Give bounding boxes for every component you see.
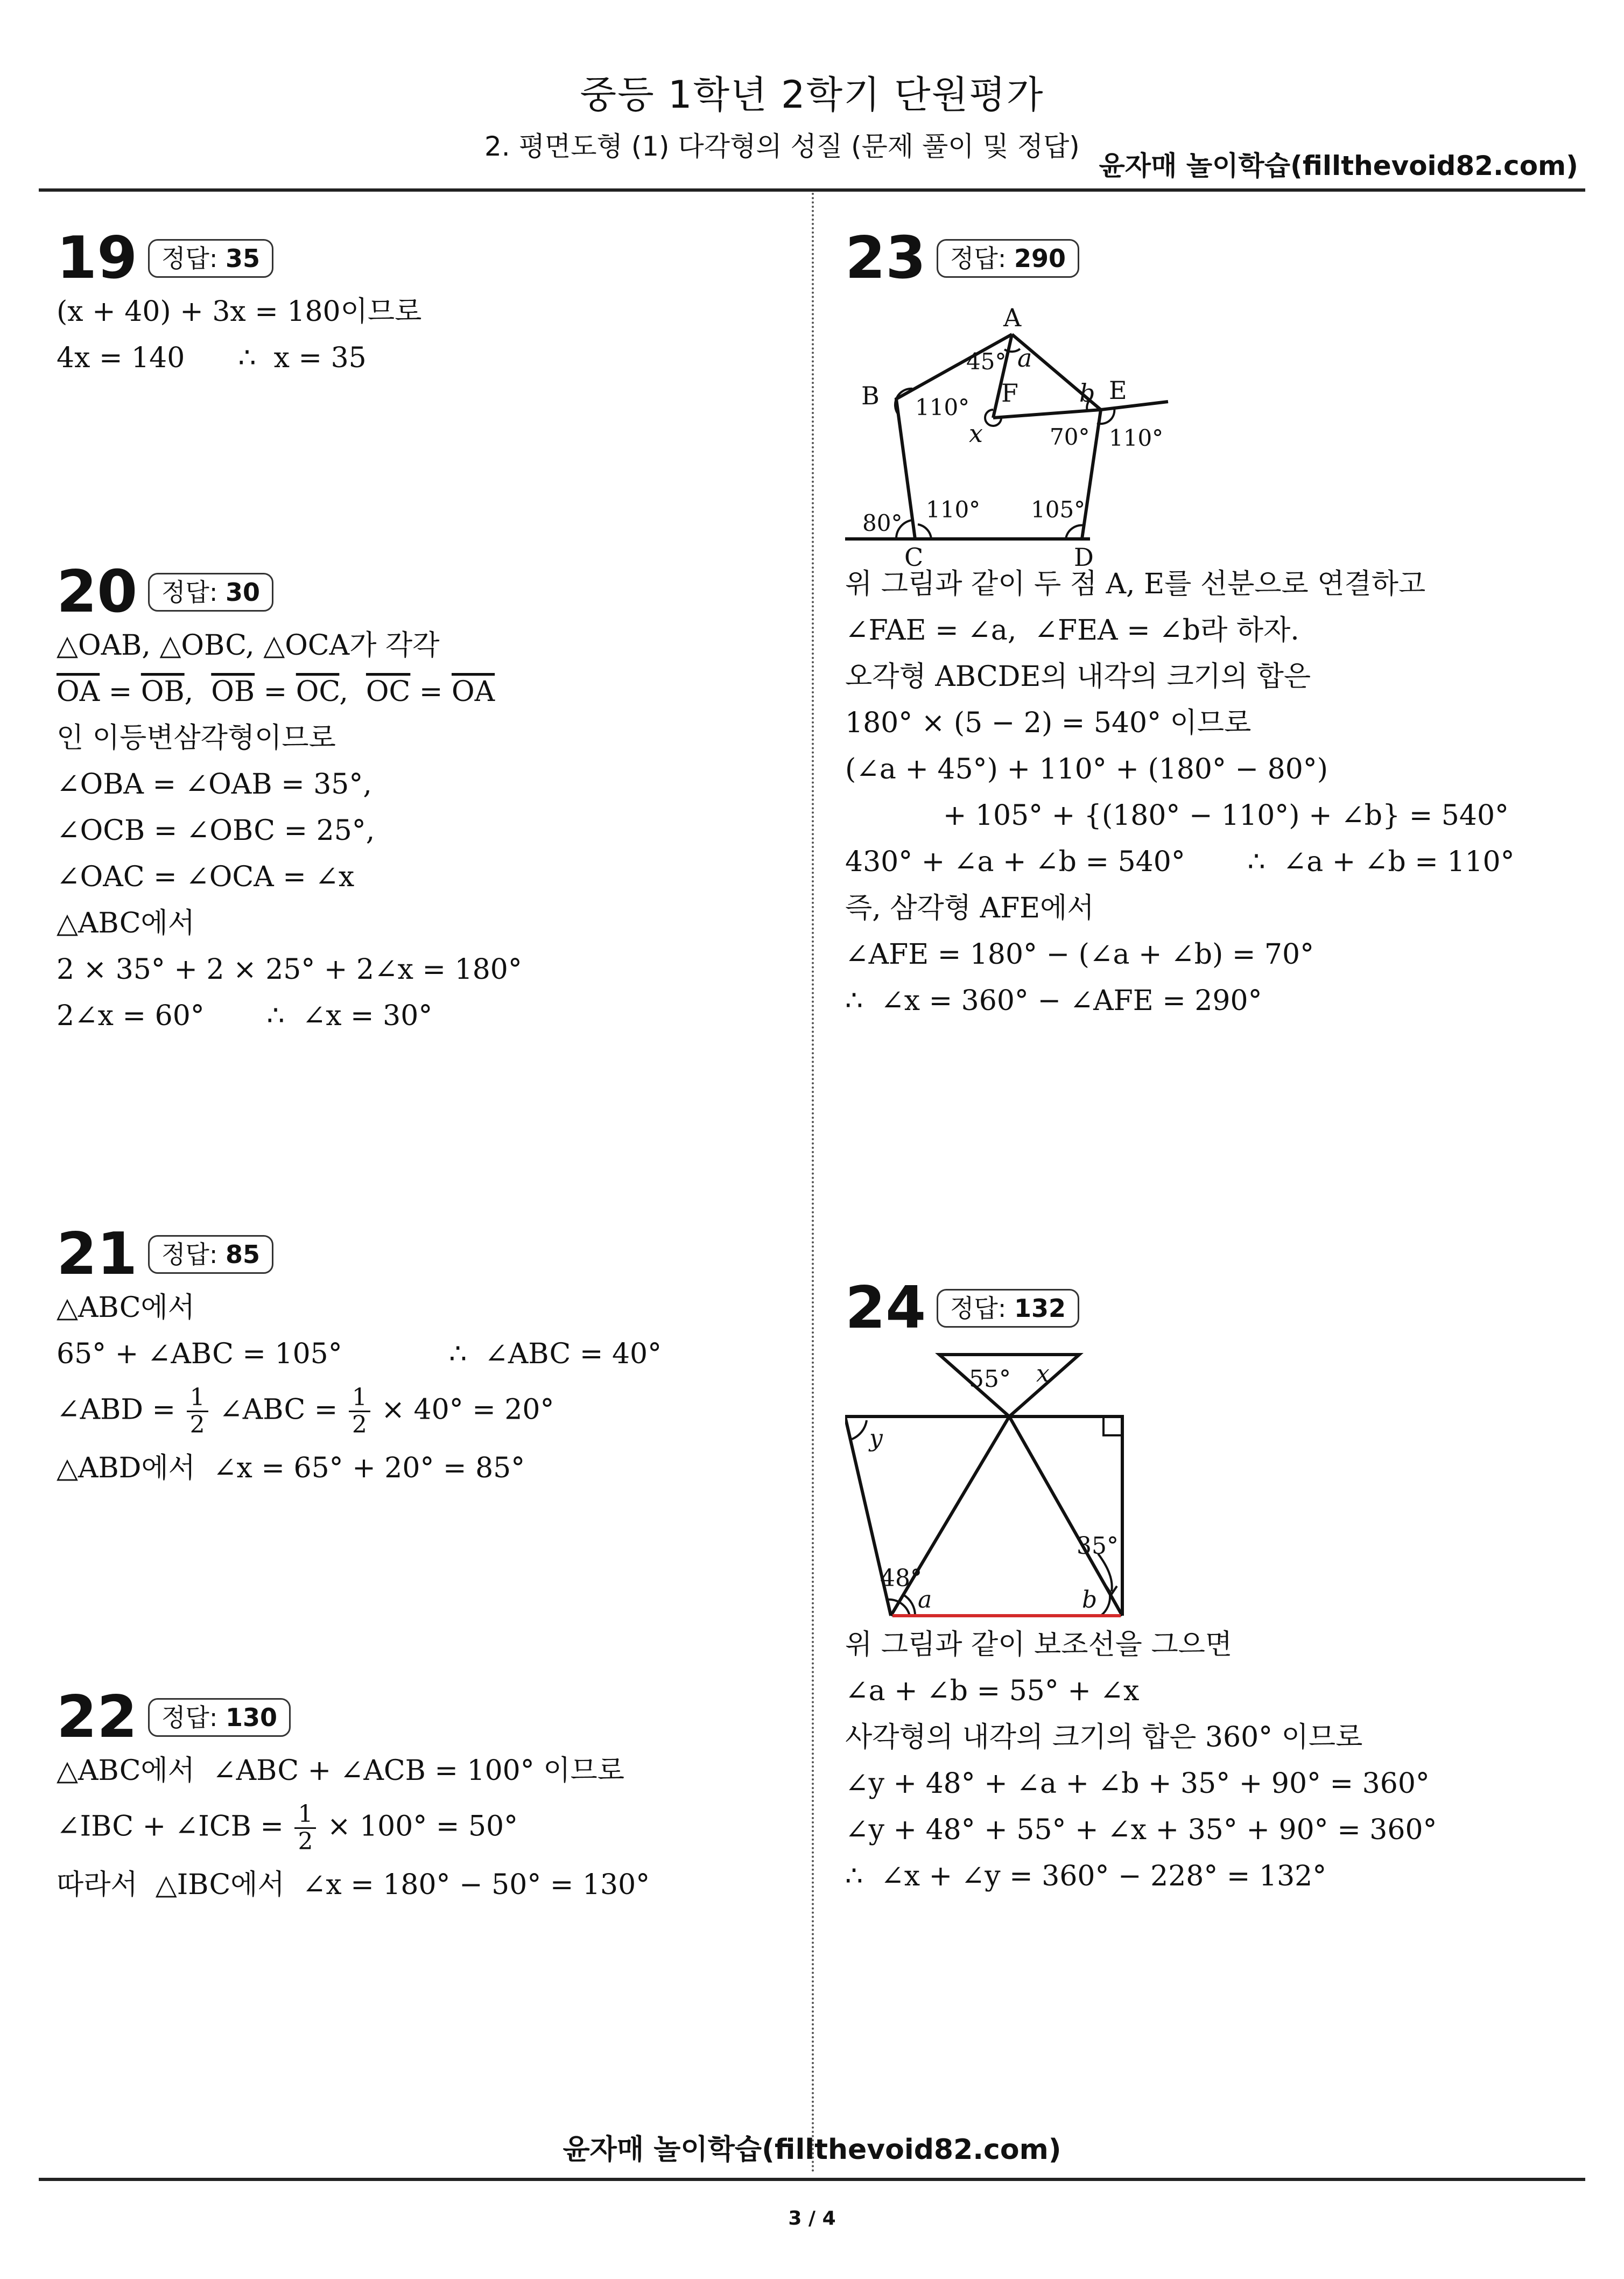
- footer-rule: [39, 2178, 1585, 2181]
- answer-badge: 정답: 35: [148, 239, 273, 278]
- problem-number: 22: [57, 1684, 138, 1751]
- label-A: A: [1003, 303, 1022, 332]
- solution-line: 오각형 ABCDE의 내각의 크기의 합은: [845, 661, 1311, 693]
- answer-badge: 정답: 290: [937, 239, 1079, 278]
- solution-line: (x + 40) + 3x = 180이므로: [57, 296, 422, 328]
- footer-brand: 윤자매 놀이학습(fillthevoid82.com): [563, 2134, 1061, 2166]
- solution-line: 위 그림과 같이 두 점 A, E를 선분으로 연결하고: [845, 568, 1426, 600]
- solution-line: ∠y + 48° + 55° + ∠x + 35° + 90° = 360°: [845, 1814, 1437, 1846]
- problem-number: 21: [57, 1221, 138, 1288]
- fraction: $\frac{1}{2}$: [294, 1801, 316, 1855]
- problem-number: 23: [845, 225, 926, 292]
- fraction-line: ∠IBC + ∠ICB = $\frac{1}{2}$ × 100° = 50°: [57, 1800, 518, 1856]
- solution-line: ∠AFE = 180° − (∠a + ∠b) = 70°: [845, 938, 1314, 971]
- solution-line: 4x = 140 ∴ x = 35: [57, 342, 367, 374]
- label-a: a: [1017, 343, 1032, 373]
- angle-110-B: 110°: [915, 394, 970, 420]
- problem-number: 20: [57, 558, 138, 626]
- solution-line: ∠OCB = ∠OBC = 25°,: [57, 815, 375, 847]
- fraction: $\frac{1}{2}$: [187, 1385, 208, 1439]
- label-E: E: [1109, 376, 1127, 405]
- solution-line: ∠a + ∠b = 55° + ∠x: [845, 1675, 1140, 1707]
- label-B: B: [861, 381, 880, 410]
- fraction: $\frac{1}{2}$: [349, 1385, 370, 1439]
- problem-21: [57, 1217, 799, 1499]
- problem-number: 24: [845, 1274, 926, 1342]
- pentagon-figure: [845, 299, 1179, 569]
- angle-105: 105°: [1031, 496, 1086, 523]
- angle-70: 70°: [1050, 424, 1090, 450]
- angle-55: 55°: [969, 1365, 1011, 1393]
- solution-line: ∠OBA = ∠OAB = 35°,: [57, 768, 372, 801]
- problem-22: [57, 1680, 799, 1916]
- problem-20: [57, 555, 799, 1047]
- angle-110-C: 110°: [926, 496, 981, 523]
- label-D: D: [1074, 543, 1094, 569]
- quadrilateral-figure: [845, 1349, 1179, 1629]
- angle-45: 45°: [966, 348, 1007, 375]
- label-F: F: [1001, 378, 1018, 408]
- label-a: a: [918, 1586, 932, 1614]
- problem-24: [845, 1271, 1588, 1907]
- solution-line: 즉, 삼각형 AFE에서: [845, 892, 1094, 924]
- solution-line: 따라서 △IBC에서 ∠x = 180° − 50° = 130°: [57, 1869, 650, 1901]
- label-C: C: [904, 543, 924, 569]
- solution-line: 사각형의 내각의 크기의 합은 360° 이므로: [845, 1721, 1363, 1754]
- solution-line: 430° + ∠a + ∠b = 540° ∴ ∠a + ∠b = 110°: [845, 846, 1515, 878]
- problem-19: [57, 221, 799, 389]
- solution-line: 인 이등변삼각형이므로: [57, 722, 336, 754]
- answer-badge: 정답: 30: [148, 573, 273, 612]
- page-title: 중등 1학년 2학기 단원평가: [580, 73, 1044, 117]
- solution-line: 65° + ∠ABC = 105° ∴ ∠ABC = 40°: [57, 1338, 662, 1370]
- solution-line: (∠a + 45°) + 110° + (180° − 80°): [845, 753, 1328, 786]
- angle-35: 35°: [1077, 1532, 1119, 1560]
- solution-line: ∴ ∠x = 360° − ∠AFE = 290°: [845, 985, 1262, 1017]
- label-b: b: [1079, 378, 1095, 408]
- solution-line: ∴ ∠x + ∠y = 360° − 228° = 132°: [845, 1860, 1327, 1892]
- solution-line: + 105° + {(180° − 110°) + ∠b} = 540°: [845, 800, 1509, 832]
- column-divider: [812, 193, 814, 2174]
- solution-line: ∠FAE = ∠a, ∠FEA = ∠b라 하자.: [845, 614, 1299, 647]
- page-number: 3 / 4: [788, 2207, 836, 2229]
- angle-110-E: 110°: [1109, 425, 1164, 451]
- angle-80: 80°: [862, 510, 903, 536]
- label-y: y: [869, 1425, 883, 1452]
- fraction-line: ∠ABD = $\frac{1}{2}$ ∠ABC = $\frac{1}{2}$ × 40° = 20°: [57, 1384, 554, 1439]
- solution-line: 2 × 35° + 2 × 25° + 2∠x = 180°: [57, 953, 522, 986]
- solution-line: △ABC에서: [57, 1292, 195, 1324]
- solution-line: △ABD에서 ∠x = 65° + 20° = 85°: [57, 1452, 525, 1484]
- answer-badge: 정답: 130: [148, 1698, 291, 1737]
- label-x: x: [1036, 1360, 1050, 1387]
- answer-badge: 정답: 85: [148, 1235, 273, 1274]
- problem-number: 19: [57, 225, 138, 292]
- solution-line: △ABC에서 ∠ABC + ∠ACB = 100° 이므로: [57, 1755, 624, 1787]
- solution-line: ∠OAC = ∠OCA = ∠x: [57, 861, 355, 893]
- header-brand: 윤자매 놀이학습(fillthevoid82.com): [1099, 150, 1578, 181]
- answer-badge: 정답: 132: [937, 1289, 1079, 1328]
- solution-line: 180° × (5 − 2) = 540° 이므로: [845, 707, 1252, 739]
- label-x: x: [969, 419, 983, 448]
- label-b: b: [1082, 1586, 1098, 1614]
- solution-line: 2∠x = 60° ∴ ∠x = 30°: [57, 1000, 433, 1032]
- solution-line: △ABC에서: [57, 907, 195, 939]
- problem-23: [845, 221, 1588, 1032]
- solution-line: 위 그림과 같이 보조선을 그으면: [845, 1629, 1233, 1661]
- header-rule: [39, 188, 1585, 192]
- angle-48: 48°: [880, 1565, 922, 1592]
- overline-segments: $\overline{OA} = \overline{OB}$, $\overline{OB} = \overline{OC}$, $\overline{OC} = \overline{OA}$: [57, 676, 495, 708]
- solution-line: ∠y + 48° + ∠a + ∠b + 35° + 90° = 360°: [845, 1768, 1430, 1800]
- solution-line: △OAB, △OBC, △OCA가 각각: [57, 629, 440, 662]
- page-subtitle: 2. 평면도형 (1) 다각형의 성질 (문제 풀이 및 정답): [484, 131, 1080, 162]
